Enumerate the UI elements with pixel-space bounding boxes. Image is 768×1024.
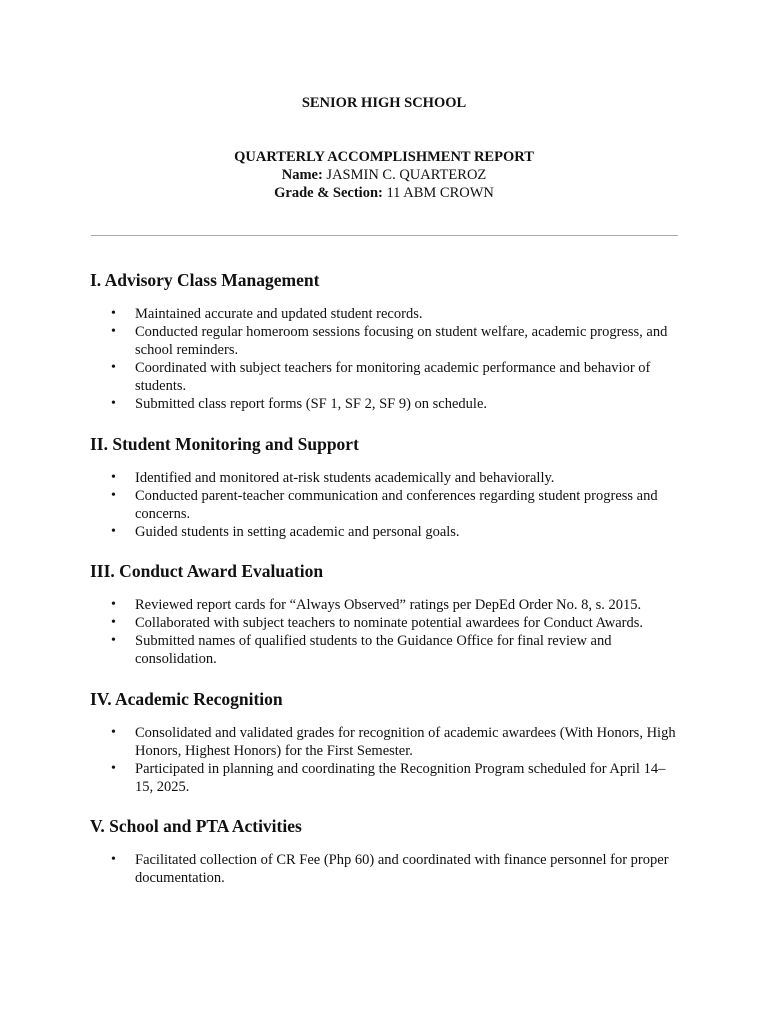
section-heading: V. School and PTA Activities [90,816,302,836]
section-heading: IV. Academic Recognition [90,689,283,709]
section-school-pta [90,815,680,887]
bullet-icon: • [111,597,116,612]
section-advisory [90,269,680,413]
grade-value: 11 ABM CROWN [386,185,494,201]
list-item: • Conducted regular homeroom sessions focusing on student welfare, academic progress, and school reminders. [111,324,668,358]
bullet-list [90,724,680,796]
section-conduct-award [90,560,680,668]
bullet-icon: • [111,360,116,375]
report-header [0,148,768,202]
list-item: • Maintained accurate and updated student records. [111,306,423,322]
grade-line [0,184,768,202]
section-heading: II. Student Monitoring and Support [90,434,359,454]
name-label: Name: [281,167,323,183]
bullet-list [90,469,680,541]
list-item: • Coordinated with subject teachers for monitoring academic performance and behavior of students. [111,360,651,394]
section-heading: III. Conduct Award Evaluation [90,561,324,581]
name-value: JASMIN C. QUARTEROZ [326,167,487,183]
list-item: • Identified and monitored at-risk students academically and behaviorally. [111,470,555,486]
name-line [0,166,768,184]
list-item: • Reviewed report cards for “Always Observed” ratings per DepEd Order No. 8, s. 2015. [111,597,642,613]
bullet-icon: • [111,396,116,411]
horizontal-divider [91,235,678,236]
bullet-list [90,305,680,413]
section-academic-recognition [90,688,680,796]
list-item: • Submitted class report forms (SF 1, SF 2, SF 9) on schedule. [111,396,488,412]
list-item: • Submitted names of qualified students to the Guidance Office for final review and consolidation. [111,633,612,667]
bullet-icon: • [111,524,116,539]
list-item: • Consolidated and validated grades for recognition of academic awardees (With Honors, High Honors, Highest Honors) for the First Semester. [111,725,676,759]
list-item: • Participated in planning and coordinating the Recognition Program scheduled for April 14–15, 2025. [111,761,666,795]
bullet-icon: • [111,761,116,776]
bullet-icon: • [111,306,116,321]
school-title: SENIOR HIGH SCHOOL [301,95,467,111]
bullet-icon: • [111,470,116,485]
bullet-icon: • [111,633,116,648]
section-student-monitoring [90,433,680,541]
section-heading: I. Advisory Class Management [90,270,320,290]
bullet-list [90,596,680,668]
bullet-icon: • [111,615,116,630]
bullet-icon: • [111,852,116,867]
list-item: • Guided students in setting academic and personal goals. [111,524,460,540]
report-title: QUARTERLY ACCOMPLISHMENT REPORT [234,149,534,165]
bullet-icon: • [111,324,116,339]
bullet-list [90,851,680,887]
list-item: • Collaborated with subject teachers to nominate potential awardees for Conduct Awards. [111,615,644,631]
list-item: • Conducted parent-teacher communication and conferences regarding student progress and concerns. [111,488,658,522]
list-item: • Facilitated collection of CR Fee (Php 60) and coordinated with finance personnel for proper documentation. [111,852,669,886]
bullet-icon: • [111,488,116,503]
grade-label: Grade & Section: [274,185,383,201]
bullet-icon: • [111,725,116,740]
